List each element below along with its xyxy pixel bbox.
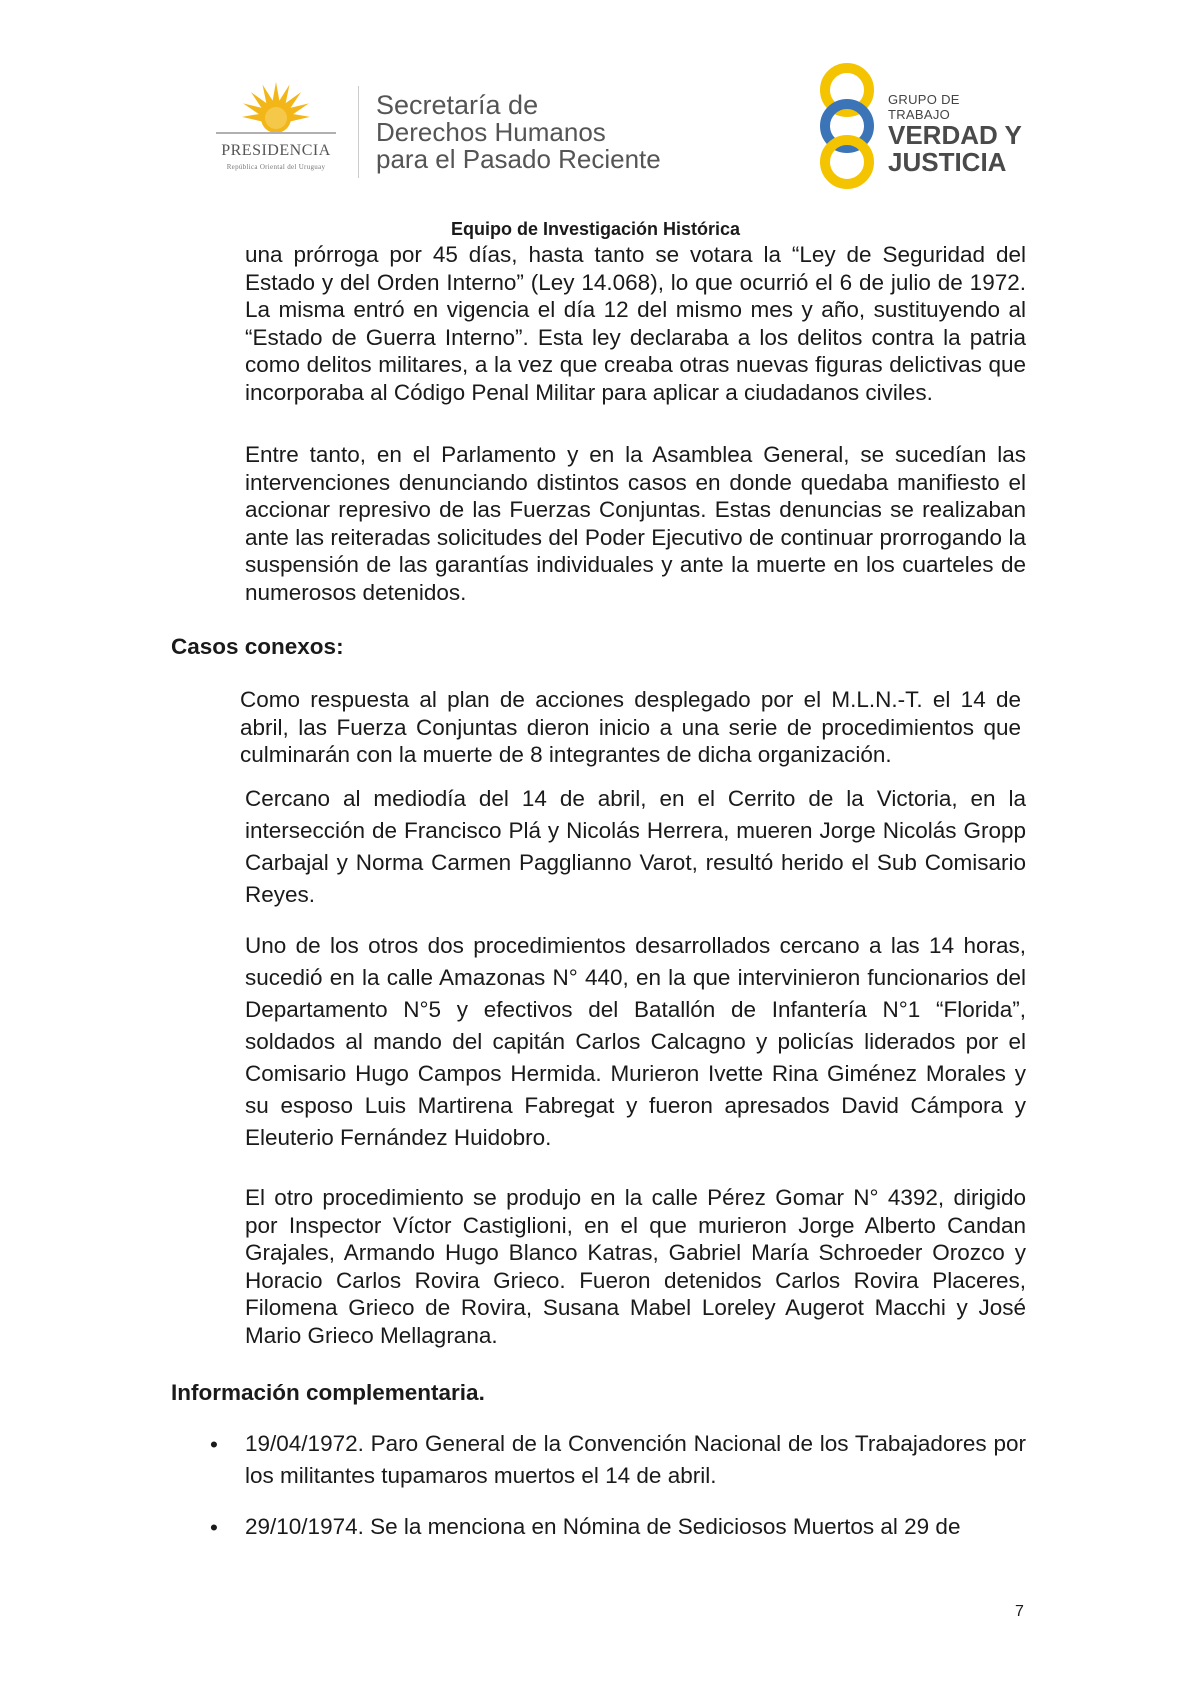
sun-icon — [196, 82, 356, 142]
bullet-marker: • — [210, 1432, 218, 1457]
section-header: Equipo de Investigación Histórica — [450, 219, 741, 239]
gtvj-line-1: VERDAD Y — [888, 120, 1022, 150]
rings-icon — [812, 62, 882, 192]
header-divider — [358, 86, 359, 178]
paragraph-cerrito: Cercano al mediodía del 14 de abril, en el Cerrito de la Victoria, en la intersección de Francisco Plá y Nicolás Herrera, mueren Jorge Nicolás Gropp Carbajal y Norma Carmen Pagglianno Varot, resultó herido el Sub Comisario Reyes. — [245, 786, 1026, 907]
list-item: 29/10/1974. Se la menciona en Nómina de Sediciosos Muertos al 29 de — [245, 1514, 961, 1539]
gtvj-line-2: JUSTICIA — [888, 147, 1007, 177]
presidencia-logo — [196, 82, 356, 182]
secretaria-line-2: Derechos Humanos — [376, 117, 606, 147]
presidencia-subtitle: República Oriental del Uruguay — [226, 163, 326, 171]
presidencia-name: PRESIDENCIA — [221, 142, 331, 159]
bullet-marker: • — [210, 1515, 218, 1540]
paragraph-respuesta: Como respuesta al plan de acciones desplegado por el M.L.N.-T. el 14 de abril, las Fuerza Conjuntas dieron inicio a una serie de procedimientos que culminarán con la muerte de 8 integrantes de dicha organización. — [240, 687, 1021, 768]
heading-casos-conexos: Casos conexos: — [171, 634, 344, 659]
heading-informacion: Información complementaria. — [171, 1380, 485, 1405]
paragraph-parlamento: Entre tanto, en el Parlamento y en la Asamblea General, se sucedían las intervenciones denunciando distintos casos en donde quedaba manifiesto el accionar represivo de las Fuerzas Conjuntas. Estas denuncias se realizaban ante las reiteradas solicitudes del Poder Ejecutivo de continuar prorrogando la suspensión de las garantías individuales y ante la muerte en los cuarteles de numerosos detenidos. — [245, 442, 1026, 605]
verdad-justicia-text — [888, 92, 1022, 176]
verdad-justicia-logo — [812, 62, 1022, 192]
page-number: 7 — [1015, 1603, 1024, 1620]
paragraph-ley-seguridad: una prórroga por 45 días, hasta tanto se votara la “Ley de Seguridad del Estado y del Orden Interno” (Ley 14.068), lo que ocurrió el 6 de julio de 1972. La misma entró en vigencia el día 12 del mismo mes y año, sustituyendo al “Estado de Guerra Interno”. Esta ley declaraba a los delitos contra la patria como delitos militares, a la vez que creaba otras nuevas figuras delictivas que incorporaba al Código Penal Militar para aplicar a ciudadanos civiles. — [245, 242, 1026, 405]
paragraph-amazonas: Uno de los otros dos procedimientos desarrollados cercano a las 14 horas, sucedió en la calle Amazonas N° 440, en la que intervinieron funcionarios del Departamento N°5 y efectivos del Batallón de Infantería N°1 “Florida”, soldados al mando del capitán Carlos Calcagno y policías liderados por el Comisario Hugo Campos Hermida. Murieron Ivette Rina Giménez Morales y su esposo Luis Martirena Fabregat y fueron apresados David Cámpora y Eleuterio Fernández Huidobro. — [245, 933, 1026, 1150]
list-item: 19/04/1972. Paro General de la Convención Nacional de los Trabajadores por los militantes tupamaros muertos el 14 de abril. — [245, 1431, 1026, 1488]
gtvj-small-label: GRUPO DE TRABAJO — [888, 92, 960, 122]
secretaria-line-1: Secretaría de — [376, 90, 539, 120]
paragraph-perez-gomar: El otro procedimiento se produjo en la calle Pérez Gomar N° 4392, dirigido por Inspector Víctor Castiglioni, en el que murieron Jorge Alberto Candan Grajales, Armando Hugo Blanco Katras, Gabriel María Schroeder Orozco y Horacio Carlos Rovira Grieco. Fueron detenidos Carlos Rovira Placeres, Filomena Grieco de Rovira, Susana Mabel Loreley Augerot Macchi y José Mario Grieco Mellagrana. — [245, 1185, 1026, 1348]
secretaria-title — [376, 92, 661, 173]
secretaria-line-3: para el Pasado Reciente — [376, 144, 661, 174]
